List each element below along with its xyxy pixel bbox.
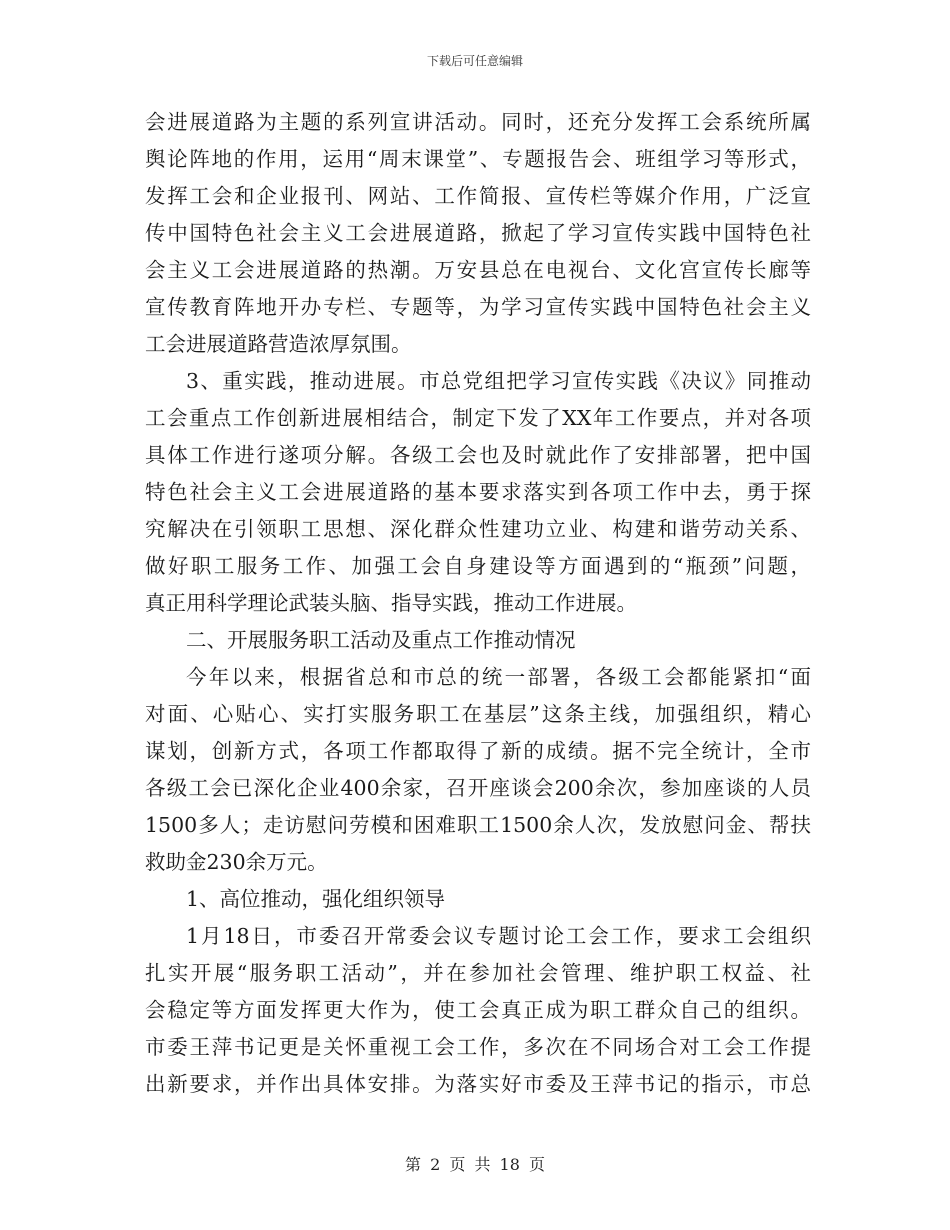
document-body <box>145 104 811 1103</box>
text-line: 做好职工服务工作、加强工会自身建设等方面遇到的“瓶颈”问题， <box>145 554 811 578</box>
page-footer: 第 2 页 共 18 页 <box>405 1155 545 1174</box>
text-line: 会稳定等方面发挥更大作为，使工会真正成为职工群众自己的组织。 <box>145 998 811 1022</box>
page-header: 下载后可任意编辑 <box>426 54 523 68</box>
text-line: 谋划，创新方式，各项工作都取得了新的成绩。据不完全统计，全市 <box>145 739 811 763</box>
text-line: 各级工会已深化企业400余家，召开座谈会200余次，参加座谈的人员 <box>145 776 811 800</box>
text-line: 真正用科学理论武装头脑、指导实践，推动工作进展。 <box>145 591 637 615</box>
text-line: 救助金230余万元。 <box>145 850 328 874</box>
text-line: 市委王萍书记更是关怀重视工会工作，多次在不同场合对工会工作提 <box>145 1035 811 1059</box>
text-line: 今年以来，根据省总和市总的统一部署，各级工会都能紧扣“面 <box>186 665 811 689</box>
text-line: 1月18日，市委召开常委会议专题讨论工会工作，要求工会组织 <box>186 924 811 948</box>
text-line: 宣传教育阵地开办专栏、专题等，为学习宣传实践中国特色社会主义 <box>145 295 811 319</box>
text-line: 工会重点工作创新进展相结合，制定下发了XX年工作要点，并对各项 <box>145 406 811 430</box>
text-line: 究解决在引领职工思想、深化群众性建功立业、构建和谐劳动关系、 <box>145 517 811 541</box>
text-line: 3、重实践，推动进展。市总党组把学习宣传实践《决议》同推动 <box>186 369 811 393</box>
text-line: 对面、心贴心、实打实服务职工在基层”这条主线，加强组织，精心 <box>145 702 811 726</box>
text-line: 会主义工会进展道路的热潮。万安县总在电视台、文化宫宣传长廊等 <box>145 258 811 282</box>
text-line: 扎实开展“服务职工活动”，并在参加社会管理、维护职工权益、社 <box>145 961 811 985</box>
text-line: 工会进展道路营造浓厚氛围。 <box>145 332 412 356</box>
text-line: 出新要求，并作出具体安排。为落实好市委及王萍书记的指示，市总 <box>145 1072 811 1096</box>
text-line: 特色社会主义工会进展道路的基本要求落实到各项工作中去，勇于探 <box>145 480 811 504</box>
text-line: 舆论阵地的作用，运用“周末课堂”、专题报告会、班组学习等形式， <box>145 147 811 171</box>
text-line: 会进展道路为主题的系列宣讲活动。同时，还充分发挥工会系统所属 <box>145 110 811 134</box>
text-line: 传中国特色社会主义工会进展道路，掀起了学习宣传实践中国特色社 <box>145 221 811 245</box>
text-line: 二、开展服务职工活动及重点工作推动情况 <box>186 628 576 652</box>
text-line: 具体工作进行遂项分解。各级工会也及时就此作了安排部署，把中国 <box>145 443 811 467</box>
text-line: 1500多人；走访慰问劳模和困难职工1500余人次，发放慰问金、帮扶 <box>145 813 811 837</box>
text-line: 1、高位推动，强化组织领导 <box>186 887 446 911</box>
text-line: 发挥工会和企业报刊、网站、工作简报、宣传栏等媒介作用，广泛宣 <box>145 184 811 208</box>
